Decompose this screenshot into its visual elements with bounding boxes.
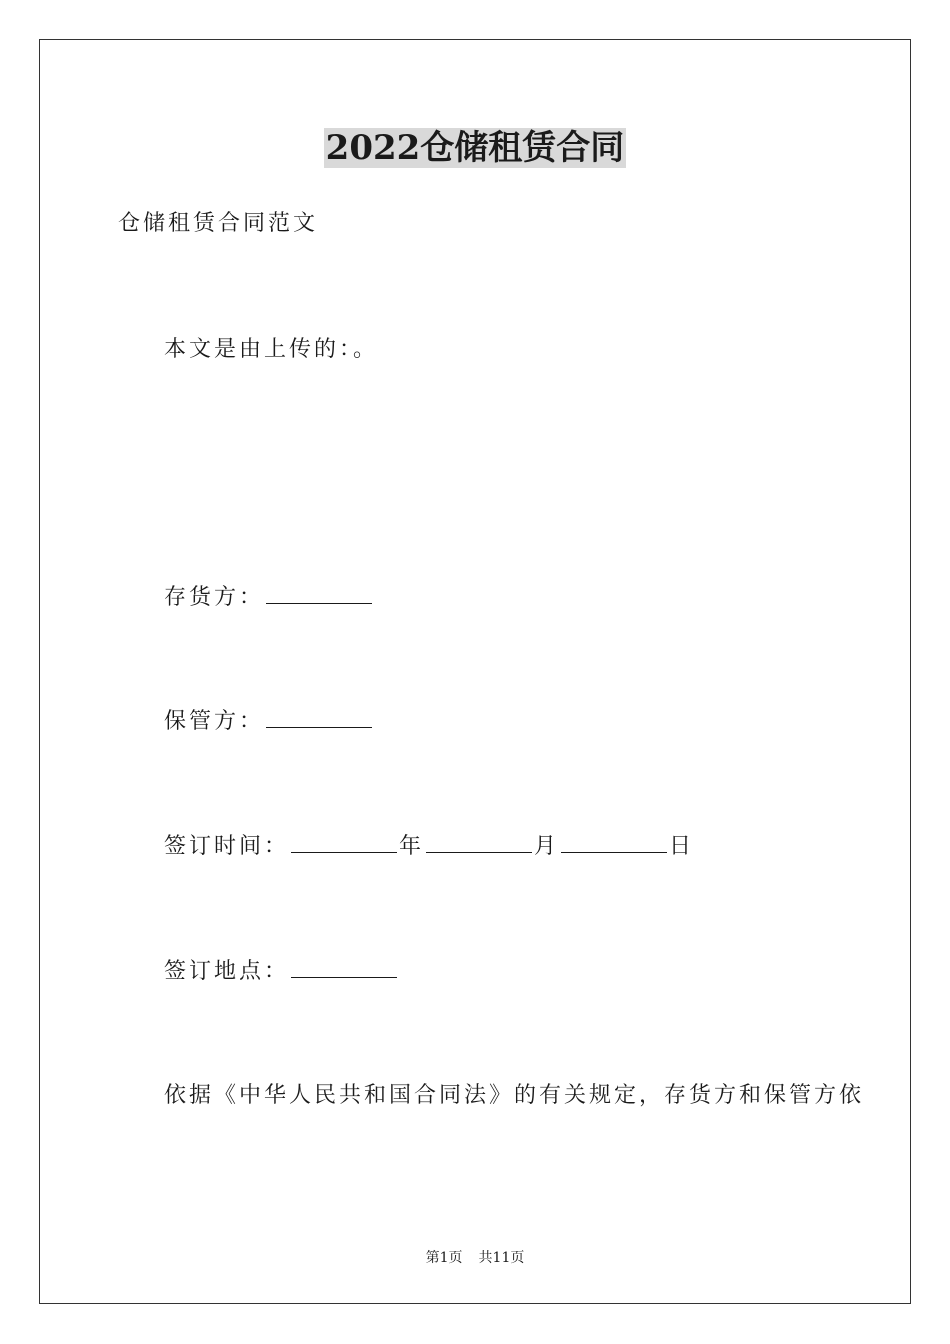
sign-day-label: 日 [669,834,695,859]
sign-time-line [164,832,694,862]
sign-time-label: 签订时间： [164,834,290,859]
depositor-label: 存货方： [164,585,265,610]
custodian-label: 保管方： [164,709,265,734]
document-subtitle: 仓储租赁合同范文 [118,211,319,236]
custodian-blank [266,707,372,728]
page-total: 共11页 [478,1250,525,1266]
sign-month-blank [426,832,532,853]
page-footer [0,1248,950,1268]
depositor-blank [266,583,372,604]
sign-place-line [164,957,399,987]
depositor-line [164,583,374,613]
custodian-line [164,707,374,737]
sign-place-label: 签订地点： [164,959,290,984]
sign-place-blank [291,957,397,978]
body-paragraph: 依据《中华人民共和国合同法》的有关规定，存货方和保管方依 [164,1083,865,1108]
document-title [0,128,950,174]
sign-day-blank [561,832,667,853]
page-number: 第1页 [425,1250,463,1266]
sign-year-label: 年 [399,834,425,859]
sign-year-blank [291,832,397,853]
upload-note: 本文是由上传的：。 [164,337,379,362]
document-title-text: 2022仓储租赁合同 [325,128,625,168]
sign-month-label: 月 [534,834,560,859]
